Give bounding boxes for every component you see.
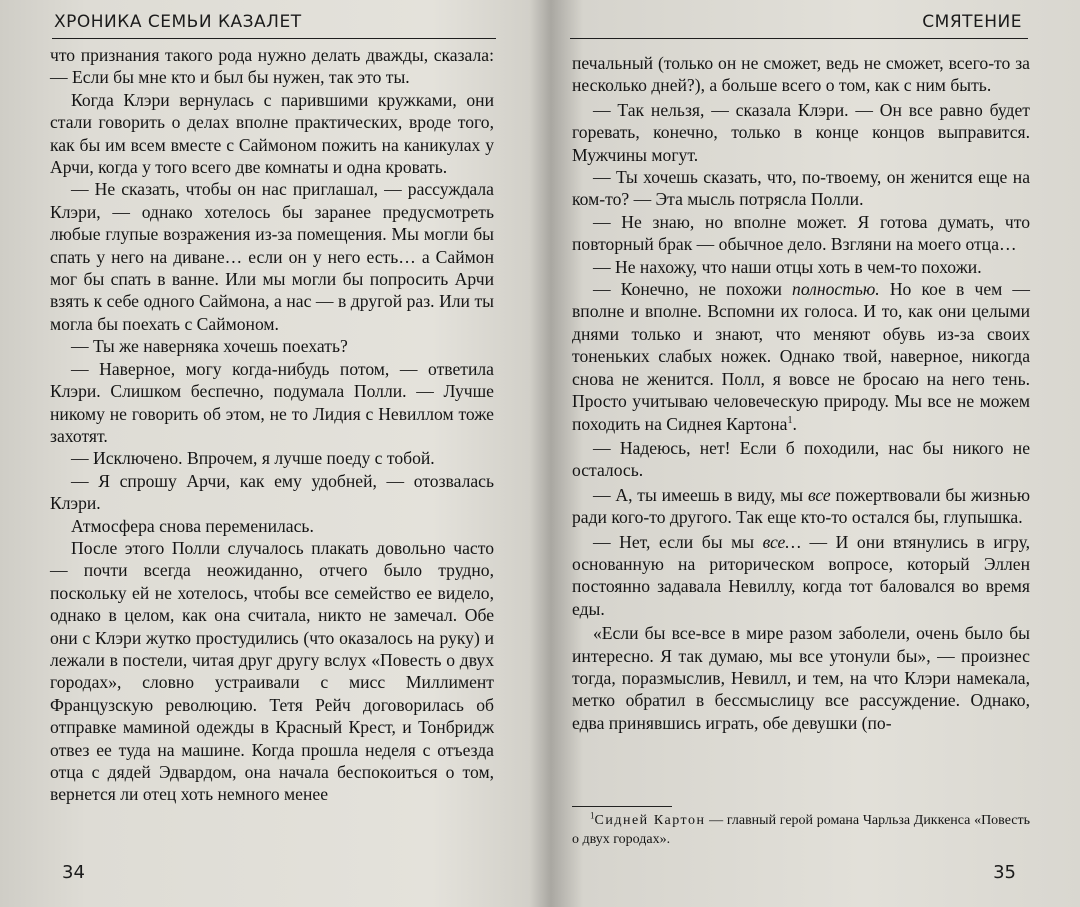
emphasis: все — [807, 484, 831, 505]
emphasis: все… — [762, 531, 801, 552]
paragraph: Атмосфера снова переменилась. — [71, 515, 314, 536]
paragraph — [572, 531, 1030, 621]
left-page-body — [50, 44, 494, 806]
paragraph: что признания такого рода нужно делать дважды, сказала: — Если бы мне кто и был бы нужен, так это ты. — [50, 45, 494, 88]
paragraph: После этого Полли случалось плакать довольно часто — почти всегда неожиданно, отчего было трудно, поскольку ей не хотелось, чтобы все семейство ее видело, однако в целом, как она считала, никто не замечал. Обе они с Клэри жутко простудились (что оказалось на руку) и лежали в постели, читая друг другу вслух «Повесть о двух городах», словно устраивали с мисс Миллимент Французскую революцию. Тетя Рейч договорилась об отправке маминой одежды в Красный Крест, и Тонбридж отвез ее туда на машине. Когда прошла неделя с отъезда отца с дядей Эдвардом, она начала беспокоиться о том, вернется ли отец хоть немного менее — [50, 537, 494, 805]
right-page-body — [572, 52, 1030, 734]
paragraph: — Исключено. Впрочем, я лучше поеду с тобой. — [71, 448, 435, 469]
paragraph-text: пожертвовали бы жизнью ради кого-то другого. Так еще кто-то остался бы, глупышка. — [572, 484, 1030, 528]
paragraph-text: . — [792, 413, 797, 434]
paragraph: — Надеюсь, нет! Если б походили, нас бы никого не осталось. — [572, 437, 1030, 481]
paragraph-text: Но кое в чем — вполне и вполне. Вспомни их голоса. И то, как они целыми днями только и знают, что меняют обувь из-за своих тоненьких слабых ножек. Однако твой, наверное, никогда снова не женится. Полл, я вовсе не бросаю на него тень. Просто учитываю человеческую природу. Мы все не можем походить на Сиднея Картона — [572, 279, 1030, 434]
footnote-mark: 1 — [590, 810, 595, 821]
emphasis: полностью. — [792, 279, 880, 300]
paragraph-text: — Конечно, не похожи — [593, 279, 793, 300]
paragraph-text: — А, ты имеешь в виду, мы — [593, 484, 808, 505]
footnote — [572, 811, 1030, 849]
right-page — [548, 0, 1080, 907]
paragraph: печальный (только он не сможет, ведь не сможет, всего-то за несколько дней?), а больше всего о том, как с ним быть. — [572, 53, 1030, 96]
running-head-right: СМЯТЕНИЕ — [922, 12, 1022, 32]
running-head-left: ХРОНИКА СЕМЬИ КАЗАЛЕТ — [54, 12, 302, 32]
header-rule-right — [570, 38, 1028, 39]
paragraph-text: — И они втянулись в игру, основанную на риторическом вопросе, который Эллен постоянно задавала Невиллу, когда тот баловался во время еды. — [572, 531, 1031, 619]
paragraph: — Не знаю, но вполне может. Я готова думать, что повторный брак — обычное дело. Взгляни на моего отца… — [572, 211, 1030, 255]
footnote-name: Сидней Картон — [594, 813, 706, 828]
paragraph: — Я спрошу Арчи, как ему удобней, — отозвалась Клэри. — [50, 470, 494, 514]
page-number-right: 35 — [993, 862, 1016, 883]
paragraph: — Ты хочешь сказать, что, по-твоему, он женится еще на ком-то? — Эта мысль потрясла Полли. — [572, 167, 1030, 210]
header-rule-left — [52, 38, 496, 39]
paragraph — [572, 484, 1030, 529]
paragraph: — Так нельзя, — сказала Клэри. — Он все равно будет горевать, конечно, только в конце концов выправится. Мужчины могут. — [572, 99, 1030, 165]
paragraph — [572, 278, 1030, 435]
paragraph: Когда Клэри вернулась с парившими кружками, они стали говорить о делах вполне практических, вроде того, как бы им всем вместе с Саймоном пожить на каникулах у Арчи, когда у того всего две комнаты и одна кровать. — [50, 89, 494, 178]
paragraph: — Ты же наверняка хочешь поехать? — [71, 336, 348, 357]
left-page — [0, 0, 532, 907]
footnote-text: — главный герой романа Чарльза Диккенса «Повесть о двух городах». — [572, 813, 1030, 847]
paragraph-text: — Нет, если бы мы — [593, 531, 763, 552]
paragraph: — Не нахожу, что наши отцы хоть в чем-то похожи. — [593, 256, 982, 277]
footnote-rule — [572, 806, 672, 807]
footnote-reference[interactable]: 1 — [787, 414, 793, 426]
paragraph: — Не сказать, чтобы он нас приглашал, — рассуждала Клэри, — однако хотелось бы заранее предусмотреть любые глупые возражения из-за помещения. Мы могли бы спать у него на диване… если он у него есть… а Саймон мог бы спать в ванне. Или мы могли бы попросить Арчи взять к себе одного Саймона, а нас — в другой раз. Или ты могла бы поехать с Саймоном. — [50, 179, 494, 334]
paragraph: — Наверное, могу когда-нибудь потом, — ответила Клэри. Слишком беспечно, подумала Полли. — Лучше никому не говорить об этом, не то Лидия с Невиллом тоже захотят. — [50, 358, 494, 446]
page-number-left: 34 — [62, 862, 85, 883]
paragraph: «Если бы все-все в мире разом заболели, очень было бы интересно. Я так думаю, мы все утонули бы», — произнес тогда, поразмыслив, Невилл, и тем, на что Клэри намекала, метко обратил в бессмыслицу все рассуждение. Однако, едва принявшись играть, обе девушки (по- — [572, 623, 1030, 733]
